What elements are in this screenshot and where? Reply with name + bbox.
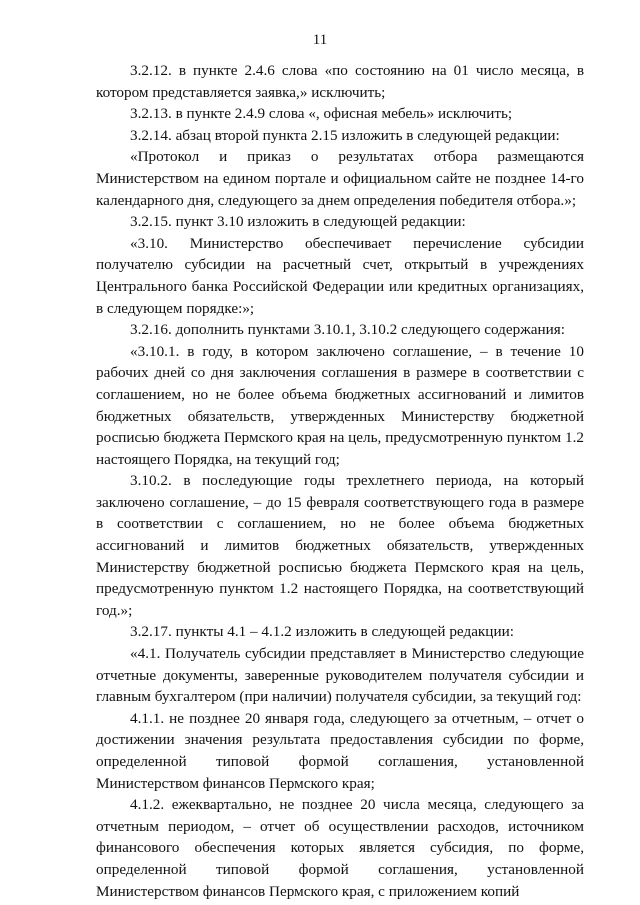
paragraph-4-1-1: 4.1.1. не позднее 20 января года, следующего за отчетным, – отчет о достижении значения результата предоставления субсидии по форме, определенной типовой формой соглашения, установленной Министерством финансов Пермского края; xyxy=(96,709,584,792)
paragraph-4-1-2: 4.1.2. ежеквартально, не позднее 20 числа месяца, следующего за отчетным периодом, – отчет об осуществлении расходов, источником финансового обеспечения которых является субсидия, по форме, определенной типовой формой соглашения, установленной Министерством финансов Пермского края, с приложением копий xyxy=(96,796,584,900)
paragraph-3-10-2: 3.10.2. в последующие годы трехлетнего периода, на который заключено соглашение, – до 15 февраля соответствующего года в размере в соответствии с соглашением, но не более объема бюджетных ассигнований и лимитов бюджетных обязательств, утвержденных Министерству бюджетной росписью бюджета Пермского края на цель, предусмотренную пунктом 1.2 настоящего Порядка, на соответствующий год.»; xyxy=(96,472,584,619)
paragraph-3-2-13: 3.2.13. в пункте 2.4.9 слова «, офисная мебель» исключить; xyxy=(130,105,513,123)
paragraph-3-2-14: 3.2.14. абзац второй пункта 2.15 изложить в следующей редакции: xyxy=(130,126,560,144)
paragraph-3-2-12: 3.2.12. в пункте 2.4.6 слова «по состоянию на 01 число месяца, в котором представляется заявка,» исключить; xyxy=(96,62,584,101)
paragraph-3-2-15: 3.2.15. пункт 3.10 изложить в следующей редакции: xyxy=(130,213,466,231)
page-number: 11 xyxy=(312,32,328,48)
paragraph-3-2-17: 3.2.17. пункты 4.1 – 4.1.2 изложить в следующей редакции: xyxy=(130,623,514,641)
paragraph-4-1-quote: «4.1. Получатель субсидии представляет в Министерство следующие отчетные документы, заверенные руководителем получателя субсидии и главным бухгалтером (при наличии) получателя субсидии, за текущий год: xyxy=(96,645,584,706)
paragraph-protocol-quote: «Протокол и приказ о результатах отбора размещаются Министерством на едином портале и официальном сайте не позднее 14-го календарного дня, следующего за днем определения победителя отбора.»; xyxy=(96,148,584,209)
paragraph-3-2-16: 3.2.16. дополнить пунктами 3.10.1, 3.10.2 следующего содержания: xyxy=(130,321,565,339)
paragraph-3-10-1: «3.10.1. в году, в котором заключено соглашение, – в течение 10 рабочих дней со дня заключения соглашения в размере в соответствии с соглашением, но не более объема бюджетных ассигнований и лимитов бюджетных обязательств, утвержденных Министерству бюджетной росписью бюджета Пермского края на цель, предусмотренную пунктом 1.2 настоящего Порядка, на текущий год; xyxy=(96,342,584,468)
paragraph-3-10-quote: «3.10. Министерство обеспечивает перечисление субсидии получателю субсидии на расчетный счет, открытый в учреждениях Центрального банка Российской Федерации или кредитных организациях, в следующем порядке:»; xyxy=(96,234,584,317)
document-body xyxy=(96,60,584,902)
